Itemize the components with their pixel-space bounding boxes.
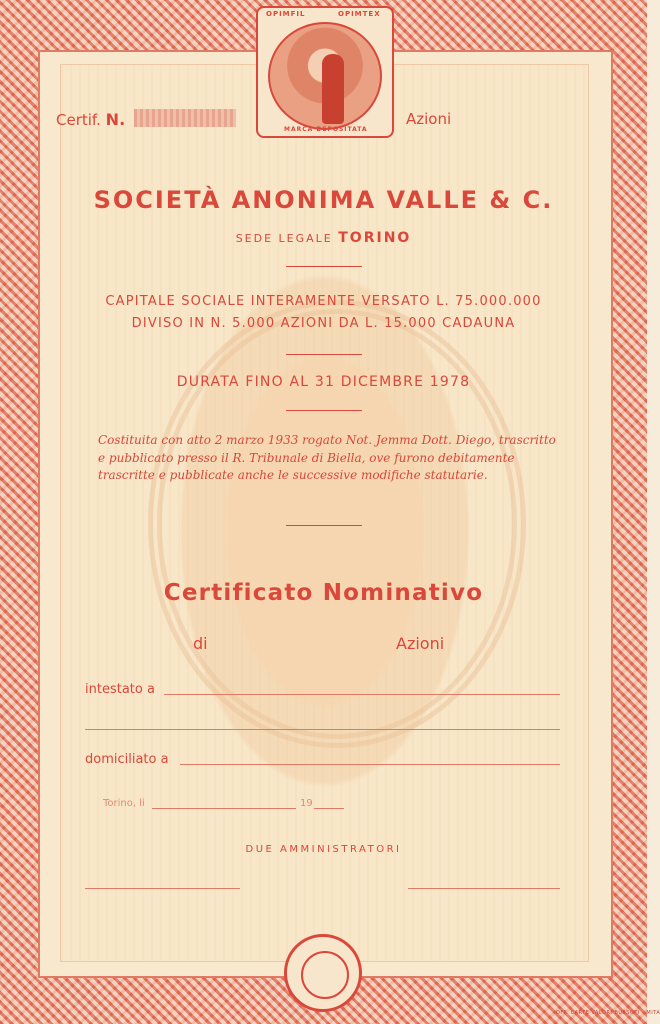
- sede-city: TORINO: [338, 230, 412, 246]
- intestato-line[interactable]: [164, 694, 560, 695]
- monogram-medal-icon: [284, 934, 362, 1012]
- shepherdess-figure-icon: [322, 54, 344, 124]
- signature-line-left[interactable]: [85, 888, 240, 889]
- durata: DURATA FINO AL 31 DICEMBRE 1978: [176, 374, 471, 390]
- cert-number-label: [56, 110, 125, 129]
- intestato-label: intestato a: [85, 682, 155, 697]
- capitale-line-2: DIVISO IN N. 5.000 AZIONI DA L. 15.000 CADAUNA: [131, 316, 516, 331]
- date-line[interactable]: [152, 808, 296, 809]
- year-prefix: 19: [300, 798, 313, 809]
- vignette-seal: [256, 6, 394, 138]
- divider: [286, 525, 362, 526]
- divider: [286, 410, 362, 411]
- sede-label: SEDE LEGALE: [235, 232, 333, 245]
- cert-number-box: [134, 109, 236, 127]
- seal-bottom-text: MARCA DEPOSITATA: [284, 126, 368, 133]
- printer-imprint: OFF. CARTE VALORI BUSSOTI - MITA: [556, 1010, 660, 1016]
- company-name: SOCIETÀ ANONIMA VALLE & C.: [93, 186, 554, 214]
- di-label: di: [193, 634, 208, 653]
- domiciliato-line[interactable]: [180, 764, 560, 765]
- seal-right-text: OPIMTEX: [338, 10, 381, 18]
- year-line[interactable]: [314, 808, 344, 809]
- certificate-title: Certificato Nominativo: [163, 580, 484, 606]
- watermark-rosette: [148, 300, 526, 748]
- capitale-line-1: CAPITALE SOCIALE INTERAMENTE VERSATO L. 75.000.000: [105, 294, 542, 309]
- cert-n: N.: [105, 110, 126, 129]
- signature-line-right[interactable]: [408, 888, 560, 889]
- incorporation-text: Costituita con atto 2 marzo 1933 rogato Not. Jemma Dott. Diego, trascritto e pubblicato presso il R. Tribunale di Biella, ove furono debitamente trascritte e pubblicate anche le successive modifiche statutarie.: [98, 433, 556, 482]
- azioni-label: Azioni: [396, 634, 445, 653]
- sede-legale: [0, 230, 647, 246]
- place-date-label: Torino, li: [103, 798, 145, 809]
- domiciliato-label: domiciliato a: [85, 752, 169, 767]
- divider: [286, 266, 362, 267]
- amministratori-label: DUE AMMINISTRATORI: [245, 844, 402, 855]
- azioni-top-label: Azioni: [406, 110, 452, 128]
- seal-left-text: OPIMFIL: [266, 10, 306, 18]
- vignette-shepherdess-image: [268, 22, 382, 130]
- intestato-line-2[interactable]: [85, 729, 560, 730]
- cert-label: Certif.: [56, 111, 101, 129]
- divider: [286, 354, 362, 355]
